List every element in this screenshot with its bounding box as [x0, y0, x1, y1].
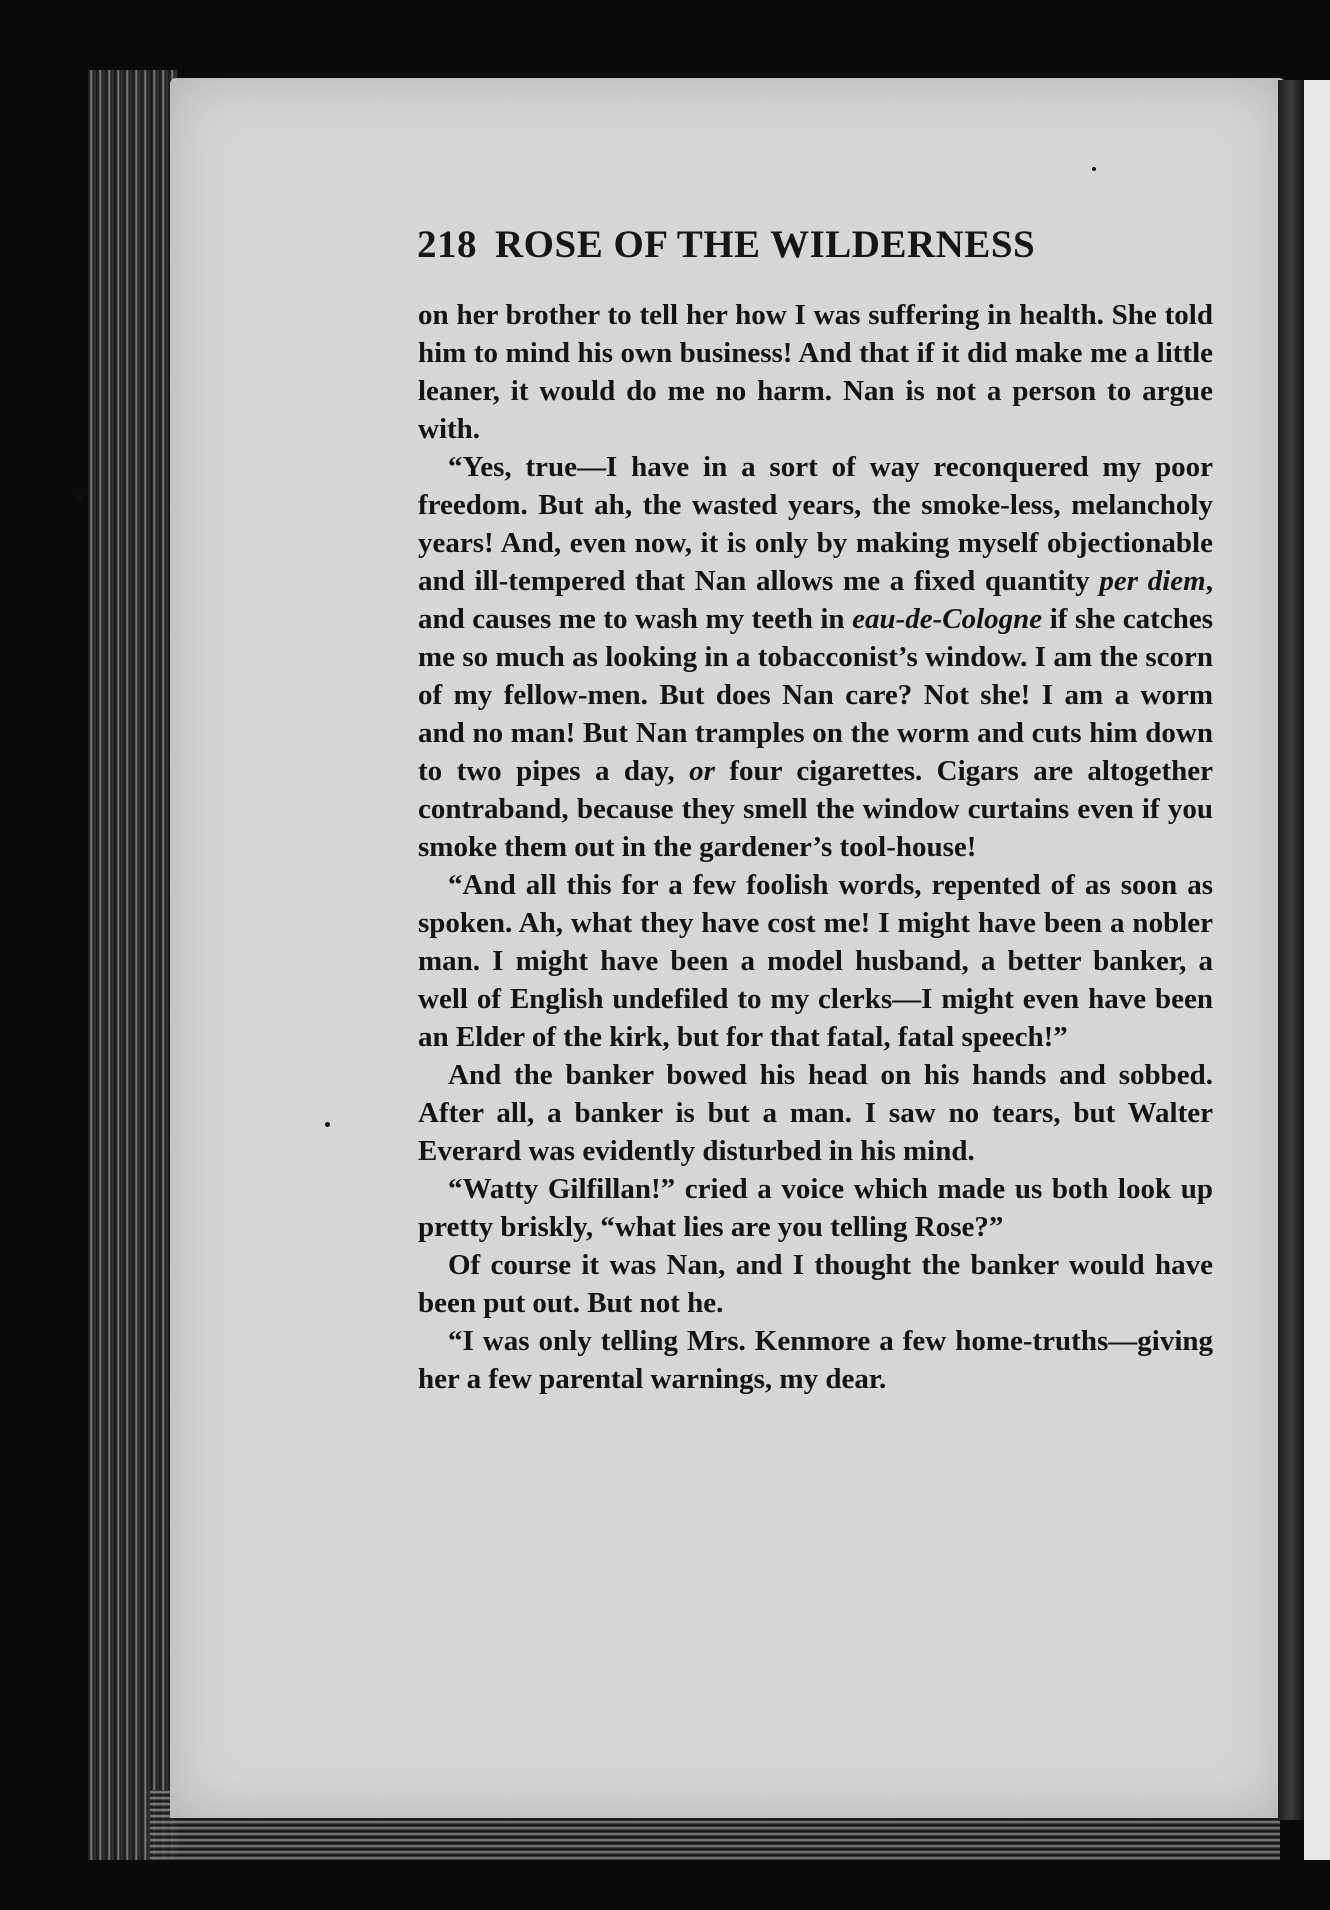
italic-phrase: per diem [1099, 565, 1206, 597]
dust-speck [1092, 167, 1096, 171]
page-stack-left-edge [88, 70, 178, 1860]
paragraph: Of course it was Nan, and I thought the banker would have been put out. But not he. [418, 1249, 1213, 1319]
running-header [417, 222, 1207, 267]
text-run: “Yes, true—I have in a sort of way reconquered my poor freedom. But ah, the wasted years, the smoke-less, melancholy years! And, even now, it is only by making myself objectionable and ill-tempered that Nan allows me a fixed quantity [418, 451, 1213, 597]
paragraph: “I was only telling Mrs. Kenmore a few home-truths—giving her a few parental warnings, my dear. [418, 1325, 1213, 1395]
text-run: if she catches me so much as looking in a tobacconist’s window. I am the scorn of my fellow-men. But does Nan care? Not she! I am a worm and no man! But Nan tramples on the worm and cuts him down to two pipes a day, [418, 603, 1213, 787]
paragraph: “And all this for a few foolish words, repented of as soon as spoken. Ah, what they have cost me! I might have been a nobler man. I might have been a model husband, a better banker, a well of English undefiled to my clerks—I might even have been an Elder of the kirk, but for that fatal, fatal speech!” [418, 869, 1213, 1053]
italic-phrase: eau-de-Cologne [852, 603, 1043, 635]
paragraph: on her brother to tell her how I was suffering in health. She told him to mind his own business! And that if it did make me a little leaner, it would do me no harm. Nan is not a person to argue with. [418, 299, 1213, 445]
paragraph: And the banker bowed his head on his hands and sobbed. After all, a banker is but a man. I saw no tears, but Walter Everard was evidently disturbed in his mind. [418, 1059, 1213, 1167]
paragraph [418, 448, 1213, 866]
italic-phrase: or [689, 755, 715, 787]
facing-page-edge [1304, 80, 1330, 1860]
dust-speck [325, 1122, 330, 1127]
text-run: four cigarettes. Cigars are altogether contraband, because they smell the window curtains even if you smoke them out in the gardener’s tool-house! [418, 755, 1213, 863]
binding-shadow [1278, 80, 1304, 1820]
running-title: ROSE OF THE WILDERNESS [495, 223, 1036, 266]
text-run: , and causes me to wash my teeth in [418, 565, 1213, 635]
paragraph: “Watty Gilfillan!” cried a voice which made us both look up pretty briskly, “what lies are you telling Rose?” [418, 1173, 1213, 1243]
page-number: 218 [417, 223, 477, 266]
dust-speck [76, 495, 83, 502]
page-text [418, 296, 1213, 1398]
